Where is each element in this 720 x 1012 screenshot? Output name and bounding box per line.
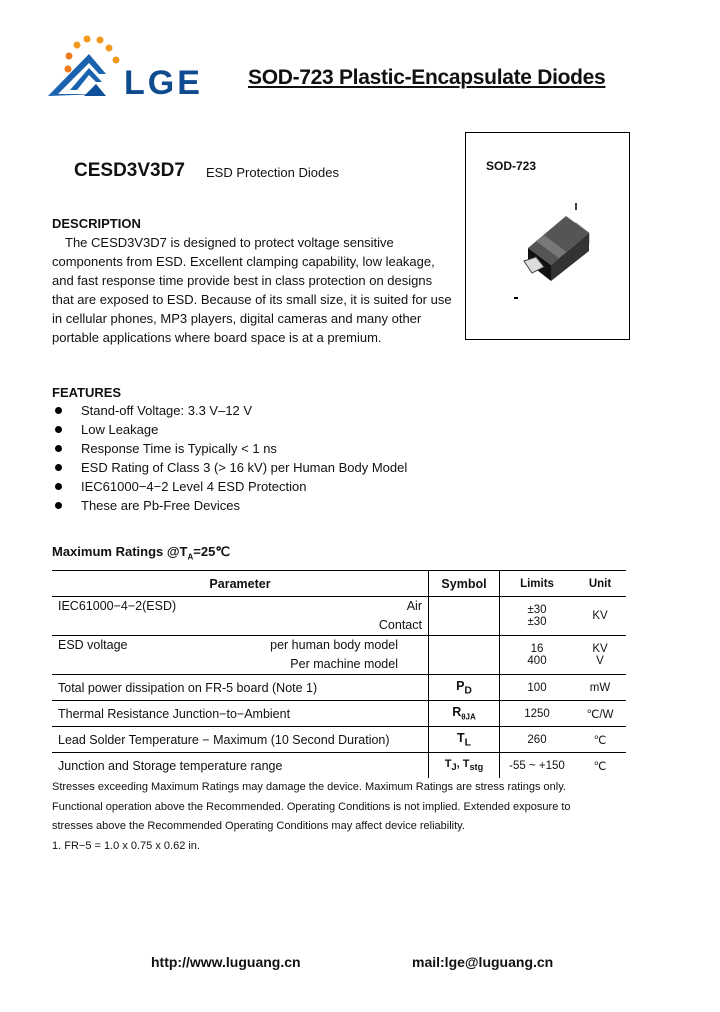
package-box [465,132,630,340]
document-title: SOD-723 Plastic-Encapsulate Diodes [248,66,606,89]
table-row [52,675,626,701]
table-row [52,701,626,727]
description-heading: DESCRIPTION [52,216,141,231]
unit-cell: ℃ [574,753,626,779]
table-row [52,753,626,779]
symbol-cell [429,727,500,753]
param-cell [52,636,429,675]
bullet-icon [55,426,62,433]
note-line: Stresses exceeding Maximum Ratings may damage the device. Maximum Ratings are stress ratings only. [52,781,566,793]
symbol-cell [429,597,500,636]
ratings-heading [52,544,230,562]
param-sub: Contact [378,618,422,632]
unit-cell: mW [574,675,626,701]
limits-cell [500,597,575,636]
website-link[interactable]: http://www.luguang.cn [151,954,301,970]
limits-cell: -55 ~ +150 [500,753,575,779]
note-line: stresses above the Recommended Operating Conditions may affect device reliability. [52,820,465,832]
feature-item [55,458,407,477]
description-text: The CESD3V3D7 is designed to protect voltage sensitive components from ESD. Excellent clamping capability, low leakage, and fast response time provide best in class protection on designs that are exposed to ESD. Because of its small size, it is suited for use in cellular phones, MP3 players, digital cameras and many other portable applications where board space is at a premium. [52,235,452,345]
features-heading: FEATURES [52,385,122,400]
symbol: T [444,758,452,771]
limit: 400 [527,655,547,667]
logo-text: LGE [124,64,203,102]
param-sub: Per machine model [290,657,398,671]
feature-item [55,420,407,439]
unit-cell: ℃/W [574,701,626,727]
features-list [55,401,407,515]
symbol: R [452,705,462,720]
limit: 16 [530,643,544,655]
part-number: CESD3V3D7 [74,160,185,181]
param-cell: Lead Solder Temperature − Maximum (10 Second Duration) [52,727,429,753]
feature-item [55,401,407,420]
feature-item [55,477,407,496]
bullet-icon [55,445,62,452]
feature-text: IEC61000−4−2 Level 4 ESD Protection [81,479,307,494]
limits-cell: 260 [500,727,575,753]
limits-cell: 100 [500,675,575,701]
limits-cell [500,636,575,675]
table-header [52,571,626,597]
unit-cell: KV [574,597,626,636]
notes [52,778,571,856]
unit-cell: ℃ [574,727,626,753]
header-symbol: Symbol [429,571,500,597]
unit: V [596,655,604,667]
symbol-cell [429,636,500,675]
email-link[interactable]: mail:lge@luguang.cn [412,954,554,970]
feature-item [55,496,407,515]
symbol-cell [429,701,500,727]
note-line: 1. FR−5 = 1.0 x 0.75 x 0.62 in. [52,839,200,852]
header-unit: Unit [574,571,626,597]
feature-text: Response Time is Typically < 1 ns [81,441,277,456]
feature-text: ESD Rating of Class 3 (> 16 kV) per Human Body Model [81,460,408,475]
table-row [52,636,626,675]
feature-item [55,439,407,458]
part-subtitle: ESD Protection Diodes [206,165,339,180]
param-sub: Air [406,599,422,613]
unit-cell [574,636,626,675]
lge-logo [44,32,224,102]
symbol: P [456,678,465,693]
symbol: , T [456,758,470,771]
heading-text: =25℃ [193,544,230,559]
param-cell [52,597,429,636]
feature-text: Low Leakage [81,422,159,437]
param-cell: Total power dissipation on FR-5 board (Note 1) [52,675,429,701]
limits-cell: 1250 [500,701,575,727]
symbol-sub: L [464,737,471,749]
diode-package-image [506,193,606,303]
header-limits: Limits [500,571,575,597]
param-sub: per human body model [270,638,398,652]
symbol: T [457,730,465,745]
heading-sub: A [187,552,194,562]
header-parameter: Parameter [52,571,429,597]
symbol-sub: θJA [461,712,476,722]
bullet-icon [55,407,62,414]
param: IEC61000−4−2(ESD) [58,599,177,613]
symbol-sub: D [464,685,472,697]
param-cell: Junction and Storage temperature range [52,753,429,779]
param-cell: Thermal Resistance Junction−to−Ambient [52,701,429,727]
bullet-icon [55,502,62,509]
package-name: SOD-723 [486,159,537,173]
note-line: Functional operation above the Recommended. Operating Conditions is not implied. Extended exposure to [52,800,571,813]
heading-text: Maximum Ratings @T [52,544,188,559]
table-row [52,727,626,753]
limit: ±30 [527,604,547,616]
limit: ±30 [527,616,547,628]
feature-text: Stand-off Voltage: 3.3 V–12 V [81,403,253,418]
symbol-cell [429,753,500,779]
symbol-cell [429,675,500,701]
feature-text: These are Pb-Free Devices [81,498,240,513]
ratings-table [52,570,626,778]
param: ESD voltage [58,638,128,652]
bullet-icon [55,483,62,490]
symbol-sub: stg [469,762,484,773]
unit: KV [592,643,608,655]
bullet-icon [55,464,62,471]
symbol-sub: J [451,762,457,773]
table-row [52,597,626,636]
